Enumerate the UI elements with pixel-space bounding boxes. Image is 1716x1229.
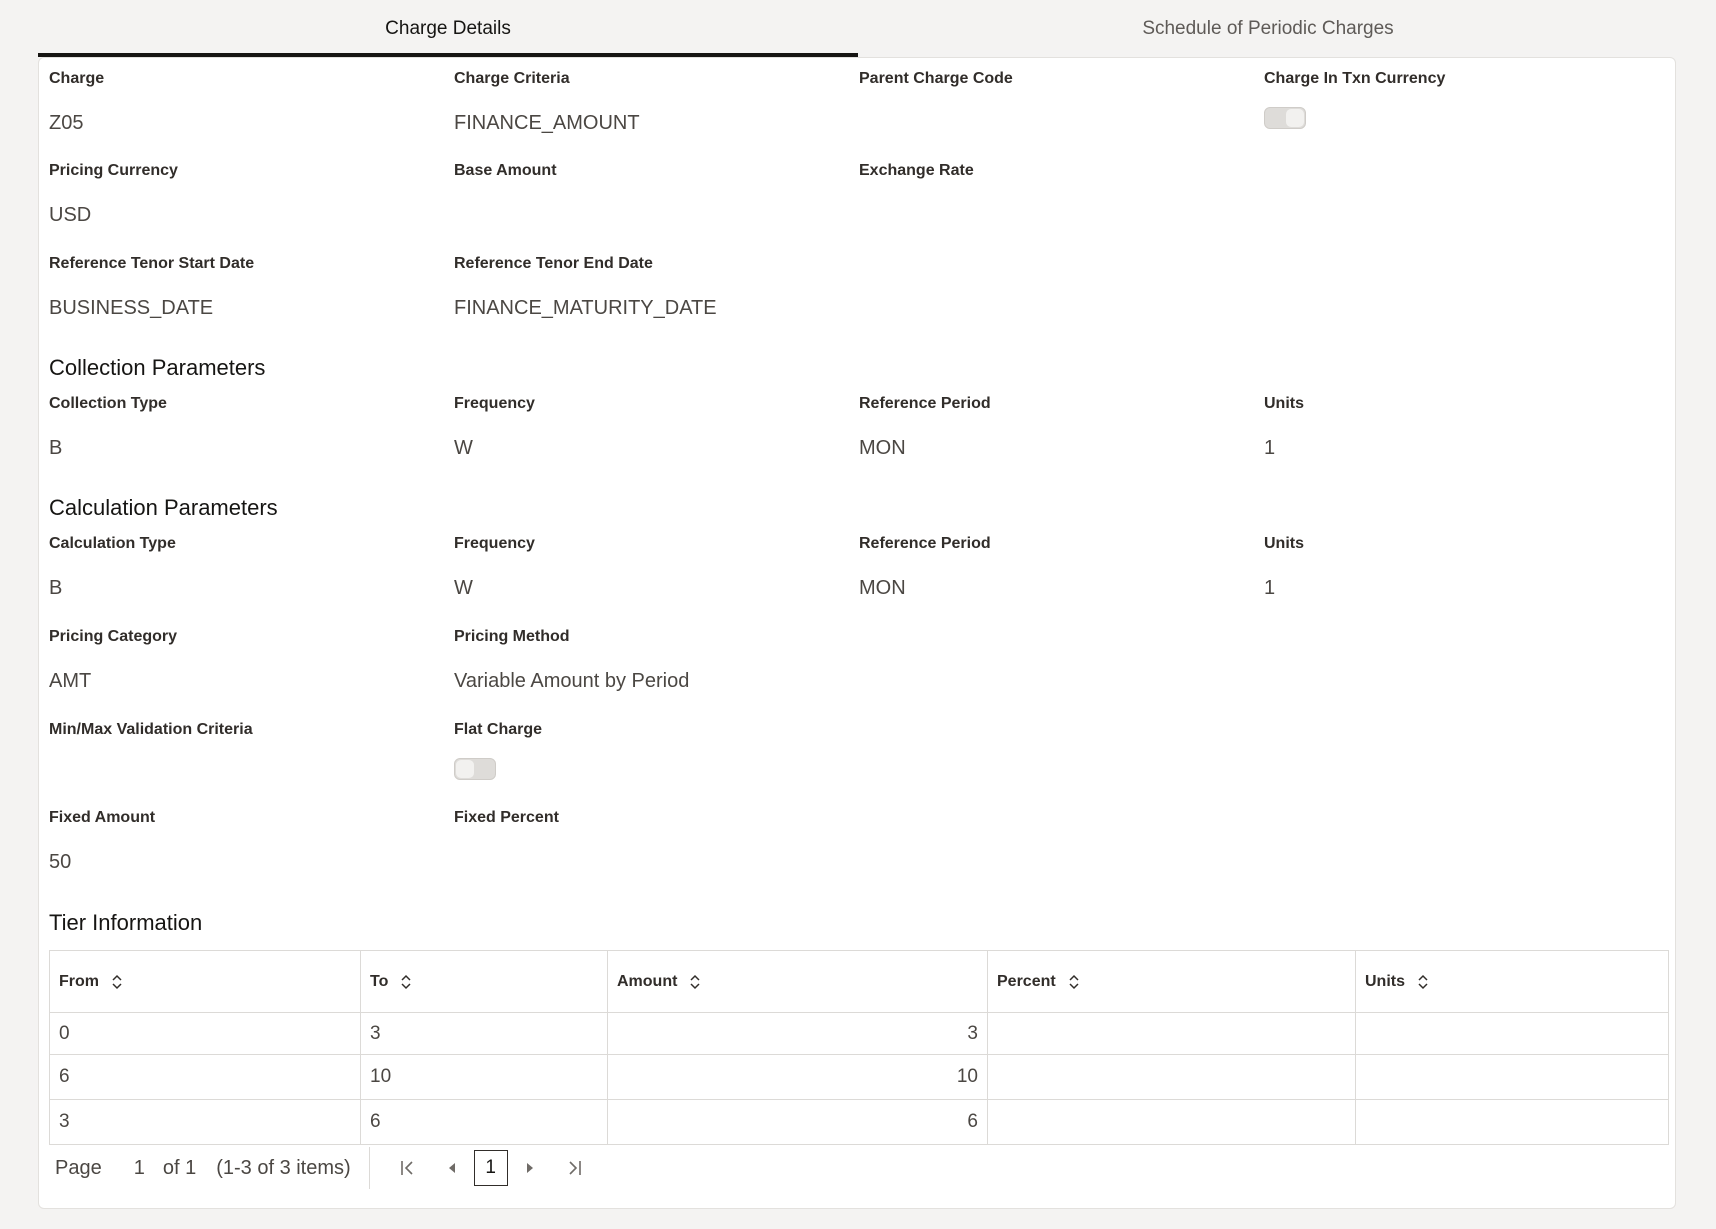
items-count: (1-3 of 3 items) bbox=[216, 1156, 351, 1179]
field-charge-criteria bbox=[454, 68, 844, 136]
field-value: Z05 bbox=[49, 112, 84, 134]
table-header-row bbox=[50, 951, 1668, 1012]
column-header-from[interactable] bbox=[50, 951, 360, 1012]
field-label: Frequency bbox=[454, 535, 535, 552]
field-value: 1 bbox=[1264, 437, 1276, 459]
row-pricing bbox=[49, 626, 1669, 706]
field-label: Charge bbox=[49, 70, 105, 87]
sort-icon[interactable] bbox=[1417, 974, 1429, 990]
row-pricing-currency bbox=[49, 160, 1669, 240]
pagination bbox=[49, 1144, 1049, 1192]
field-flat-charge bbox=[454, 719, 844, 780]
cell-from: 6 bbox=[59, 1066, 70, 1087]
field-collection-reference-period bbox=[859, 393, 1249, 461]
field-label: Min/Max Validation Criteria bbox=[49, 721, 253, 738]
column-header-units[interactable] bbox=[1355, 951, 1668, 1012]
field-fixed-percent bbox=[454, 807, 844, 849]
cell-percent bbox=[987, 1100, 1355, 1144]
sort-icon[interactable] bbox=[111, 974, 123, 990]
field-exchange-rate bbox=[859, 160, 1249, 202]
row-calculation bbox=[49, 533, 1669, 613]
field-label: Reference Tenor End Date bbox=[454, 255, 653, 272]
cell-amount: 10 bbox=[607, 1055, 987, 1099]
field-label: Pricing Method bbox=[454, 628, 570, 645]
field-label: Parent Charge Code bbox=[859, 70, 1013, 87]
field-minmax-criteria bbox=[49, 719, 439, 761]
pager-divider bbox=[369, 1147, 370, 1189]
column-header-to[interactable] bbox=[360, 951, 607, 1012]
next-page-icon[interactable] bbox=[508, 1148, 552, 1188]
field-value: MON bbox=[859, 437, 906, 459]
field-label: Pricing Category bbox=[49, 628, 178, 645]
row-fixed bbox=[49, 807, 1669, 887]
field-label: Fixed Amount bbox=[49, 809, 156, 826]
field-charge bbox=[49, 68, 439, 136]
collection-parameters-heading: Collection Parameters bbox=[49, 355, 266, 380]
table-row[interactable] bbox=[50, 1012, 1668, 1054]
sort-icon[interactable] bbox=[1068, 974, 1080, 990]
prev-page-icon[interactable] bbox=[430, 1148, 474, 1188]
current-page-button[interactable]: 1 bbox=[474, 1150, 508, 1186]
cell-to: 6 bbox=[360, 1100, 607, 1144]
column-header-amount[interactable] bbox=[607, 951, 987, 1012]
field-calculation-type bbox=[49, 533, 439, 601]
field-label: Collection Type bbox=[49, 395, 167, 412]
field-pricing-currency bbox=[49, 160, 439, 228]
field-value: AMT bbox=[49, 670, 92, 692]
field-value: FINANCE_MATURITY_DATE bbox=[454, 297, 717, 319]
first-page-icon[interactable] bbox=[386, 1148, 430, 1188]
cell-percent bbox=[987, 1055, 1355, 1099]
field-value: USD bbox=[49, 204, 92, 226]
field-value: W bbox=[454, 577, 473, 599]
field-value: 50 bbox=[49, 851, 72, 873]
field-label: Fixed Percent bbox=[454, 809, 559, 826]
sort-icon[interactable] bbox=[689, 974, 701, 990]
last-page-icon[interactable] bbox=[552, 1148, 596, 1188]
field-label: Units bbox=[1264, 535, 1304, 552]
field-label: Flat Charge bbox=[454, 721, 543, 738]
field-parent-charge-code bbox=[859, 68, 1249, 110]
cell-amount: 6 bbox=[607, 1100, 987, 1144]
cell-from: 3 bbox=[59, 1111, 70, 1132]
field-collection-units bbox=[1264, 393, 1654, 461]
column-header-label: Units bbox=[1365, 972, 1405, 990]
field-value: W bbox=[454, 437, 473, 459]
charge-in-txn-currency-toggle[interactable] bbox=[1264, 107, 1306, 129]
cell-amount: 3 bbox=[607, 1013, 987, 1054]
field-value: Variable Amount by Period bbox=[454, 670, 690, 692]
field-value: BUSINESS_DATE bbox=[49, 297, 214, 319]
row-validation bbox=[49, 719, 1669, 799]
field-collection-frequency bbox=[454, 393, 844, 461]
toggle-knob bbox=[1286, 109, 1304, 127]
cell-to: 10 bbox=[360, 1055, 607, 1099]
column-header-label: Amount bbox=[617, 972, 678, 990]
tab-bar bbox=[38, 0, 1678, 57]
row-collection bbox=[49, 393, 1669, 473]
table-row[interactable] bbox=[50, 1054, 1668, 1099]
field-base-amount bbox=[454, 160, 844, 202]
page-label: Page bbox=[55, 1156, 102, 1179]
field-label: Reference Tenor Start Date bbox=[49, 255, 255, 272]
page-input[interactable]: 1 bbox=[133, 1156, 145, 1179]
field-label: Calculation Type bbox=[49, 535, 176, 552]
sort-icon[interactable] bbox=[400, 974, 412, 990]
field-pricing-method bbox=[454, 626, 844, 694]
field-ref-tenor-end bbox=[454, 253, 844, 321]
field-value: B bbox=[49, 577, 63, 599]
field-fixed-amount bbox=[49, 807, 439, 875]
tab-schedule-periodic-charges[interactable]: Schedule of Periodic Charges bbox=[1142, 17, 1394, 39]
tier-information-heading: Tier Information bbox=[49, 910, 203, 935]
tier-table bbox=[49, 950, 1669, 1145]
field-label: Exchange Rate bbox=[859, 162, 974, 179]
field-value: B bbox=[49, 437, 63, 459]
field-label: Pricing Currency bbox=[49, 162, 178, 179]
cell-to: 3 bbox=[360, 1013, 607, 1054]
field-label: Reference Period bbox=[859, 395, 991, 412]
cell-from: 0 bbox=[59, 1022, 70, 1044]
field-calculation-reference-period bbox=[859, 533, 1249, 601]
calculation-parameters-heading: Calculation Parameters bbox=[49, 495, 278, 520]
field-collection-type bbox=[49, 393, 439, 461]
field-value: MON bbox=[859, 577, 906, 599]
cell-percent bbox=[987, 1013, 1355, 1054]
field-pricing-category bbox=[49, 626, 439, 694]
field-charge-in-txn-currency bbox=[1264, 68, 1654, 129]
field-label: Base Amount bbox=[454, 162, 557, 179]
field-label: Reference Period bbox=[859, 535, 991, 552]
field-ref-tenor-start bbox=[49, 253, 439, 321]
toggle-knob bbox=[456, 760, 474, 778]
field-label: Frequency bbox=[454, 395, 535, 412]
column-header-label: From bbox=[59, 972, 99, 990]
column-header-label: To bbox=[370, 972, 389, 990]
field-value: FINANCE_AMOUNT bbox=[454, 112, 640, 134]
row-reference-tenor bbox=[49, 253, 1669, 333]
field-calculation-units bbox=[1264, 533, 1654, 601]
cell-units bbox=[1355, 1055, 1668, 1099]
charge-details-panel bbox=[38, 57, 1676, 1209]
cell-units bbox=[1355, 1100, 1668, 1144]
field-label: Charge Criteria bbox=[454, 70, 570, 87]
page-count: of 1 bbox=[162, 1156, 197, 1179]
row-charge bbox=[49, 68, 1669, 148]
column-header-percent[interactable] bbox=[987, 951, 1355, 1012]
field-calculation-frequency bbox=[454, 533, 844, 601]
field-label: Units bbox=[1264, 395, 1304, 412]
flat-charge-toggle[interactable] bbox=[454, 758, 496, 780]
column-header-label: Percent bbox=[997, 972, 1056, 990]
field-label: Charge In Txn Currency bbox=[1264, 70, 1446, 87]
table-row[interactable] bbox=[50, 1099, 1668, 1144]
cell-units bbox=[1355, 1013, 1668, 1054]
tab-charge-details[interactable]: Charge Details bbox=[38, 0, 858, 57]
field-value: 1 bbox=[1264, 577, 1276, 599]
